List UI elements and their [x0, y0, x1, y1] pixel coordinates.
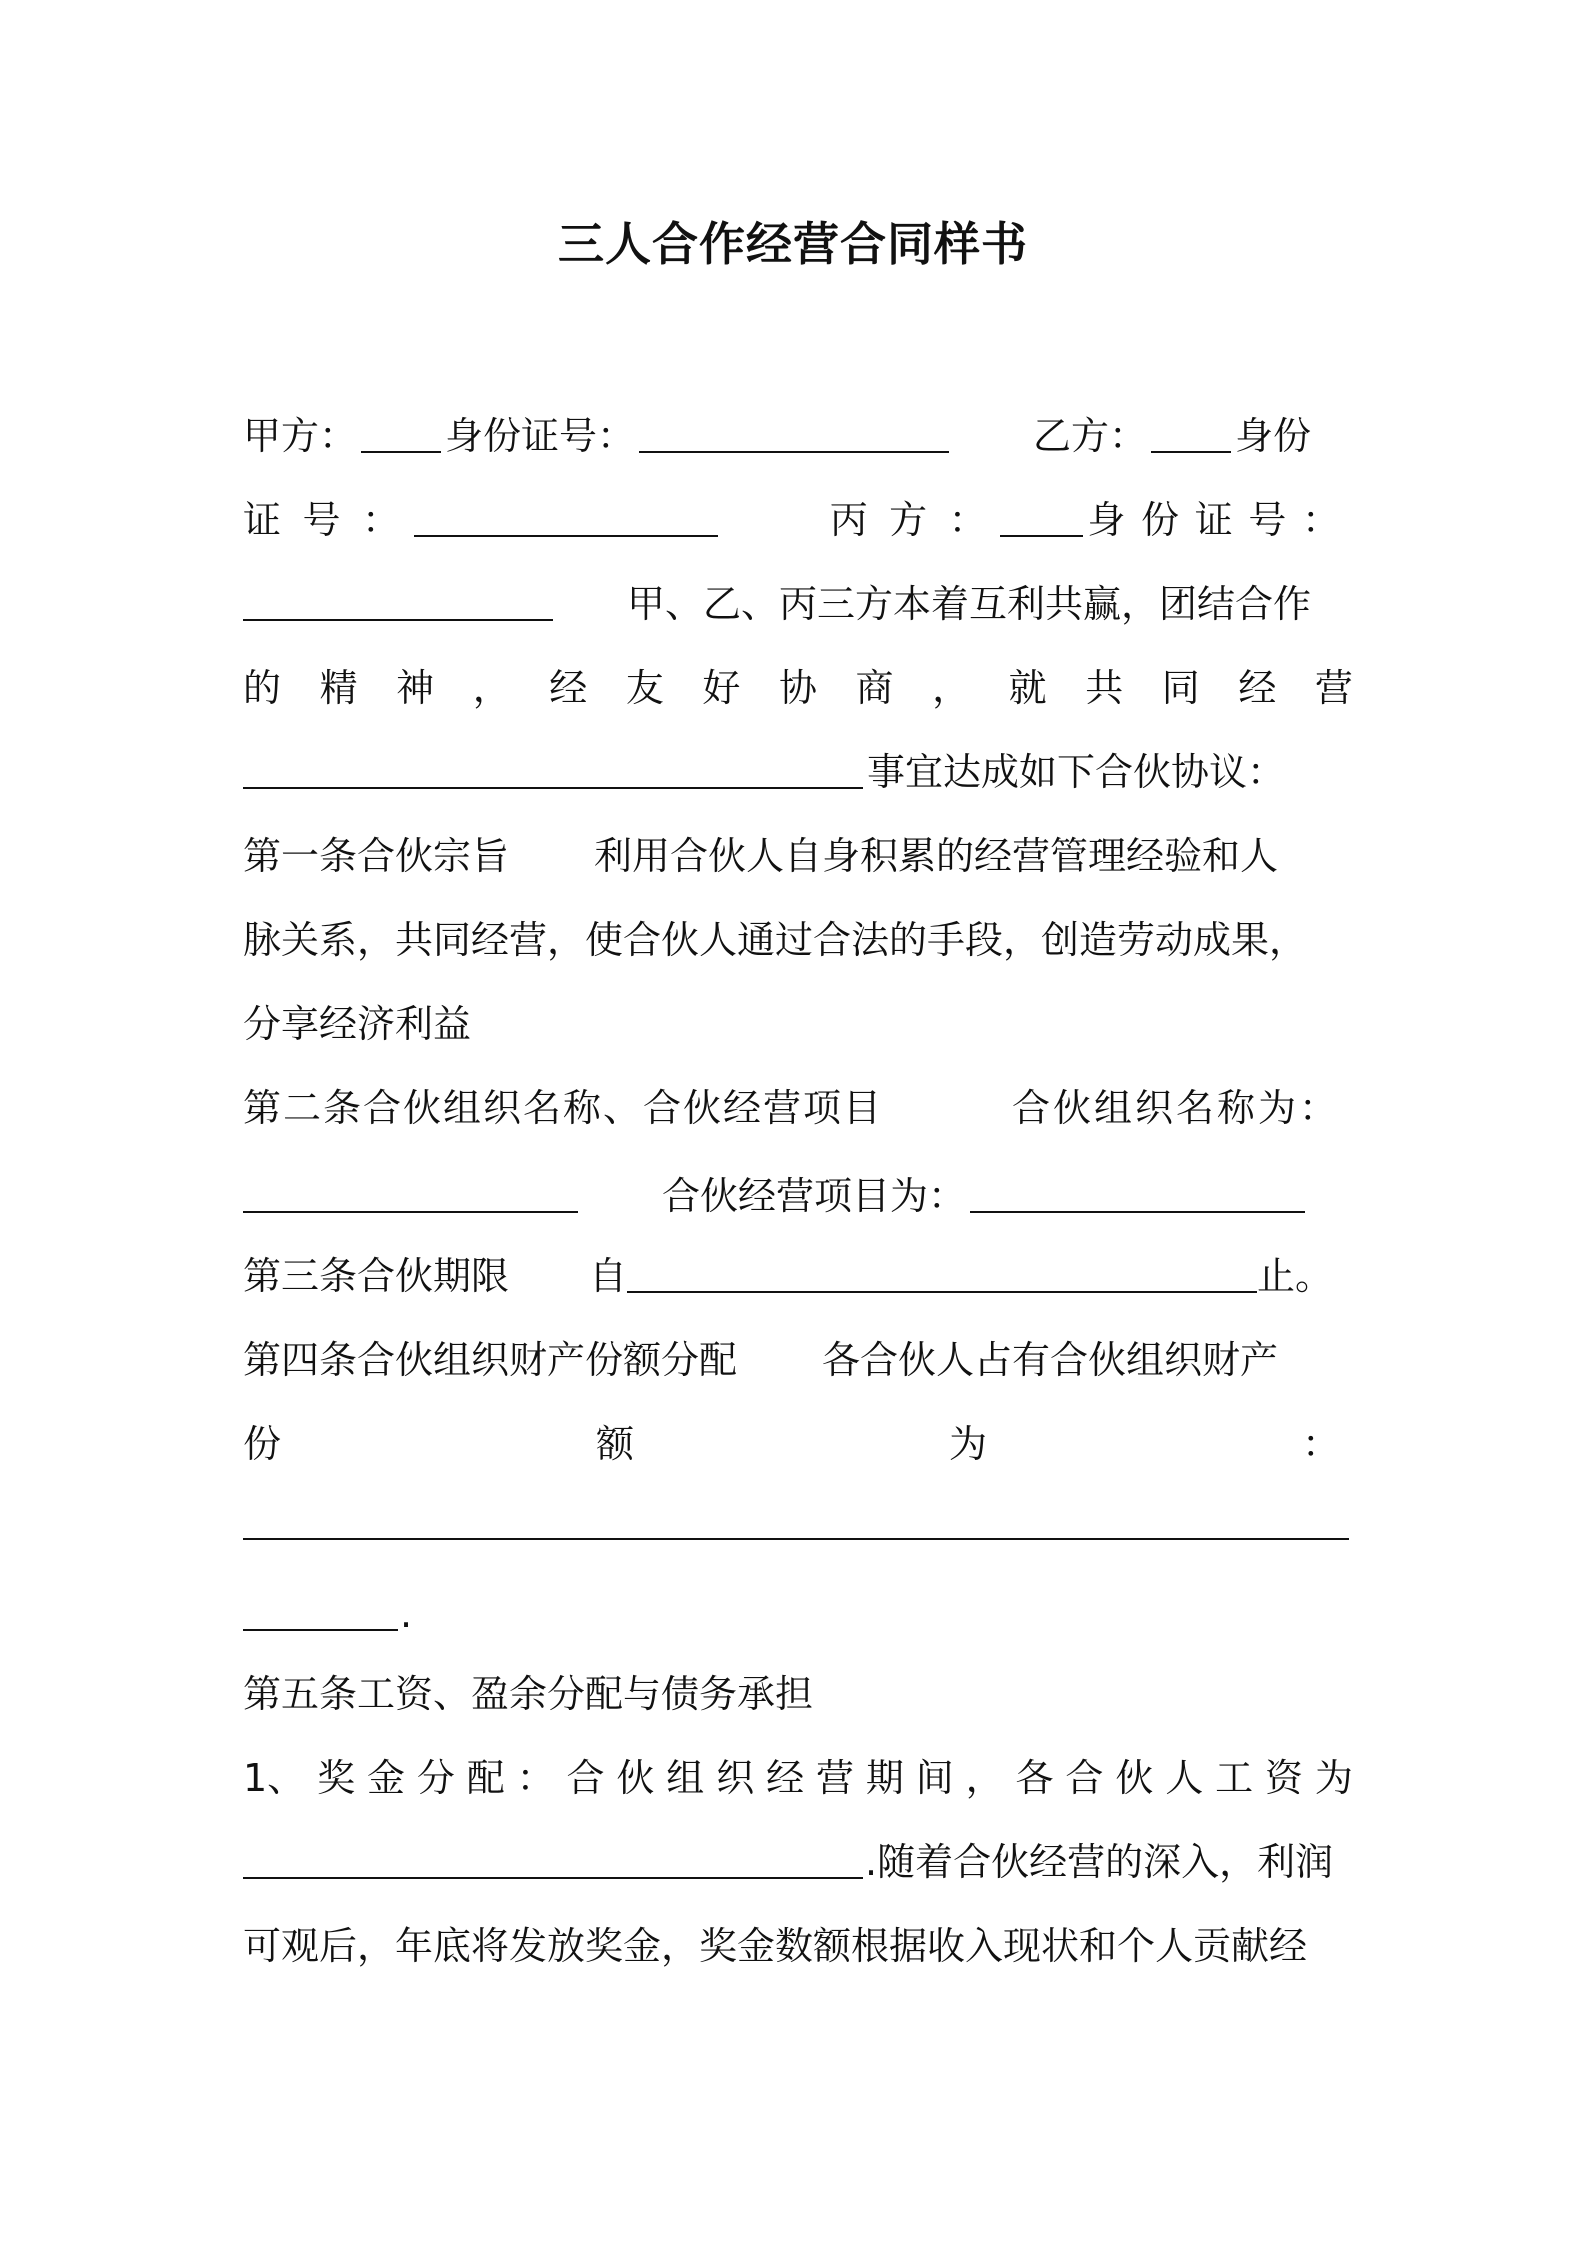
period-mark: . [400, 1592, 413, 1636]
party-a-id-blank [639, 417, 949, 453]
preamble-char: 营 [1314, 666, 1353, 710]
article-4-line-1 [243, 1330, 1353, 1390]
preamble-line-1 [243, 574, 1353, 634]
article-1-line-2 [243, 910, 1353, 970]
bonus-text-char: 组 [666, 1756, 705, 1800]
bonus-text-char: 经 [766, 1756, 805, 1800]
preamble-char: 协 [778, 666, 817, 710]
business-project-label: 合伙经营项目为： [662, 1174, 967, 1218]
preamble-char: 精 [319, 666, 358, 710]
party-a-label: 甲方： [243, 414, 358, 458]
bonus-text-char: 奖 [317, 1756, 356, 1800]
party-b-id-label-start: 身份 [1235, 414, 1312, 458]
preamble-line-2 [243, 658, 1353, 718]
share-label-char: 份 [243, 1422, 282, 1466]
article-5-line-2 [243, 1832, 1353, 1892]
article-5-line-1 [243, 1748, 1353, 1808]
article-1-text: 分享经济利益 [243, 1002, 472, 1046]
article-3-line [243, 1246, 1353, 1306]
party-c-id-char: ： [1301, 498, 1340, 542]
party-c-id-char: 身 [1087, 498, 1126, 542]
party-line-1 [243, 406, 1353, 466]
preamble-line-3 [243, 742, 1353, 802]
article-3-heading: 第三条合伙期限 [243, 1254, 510, 1298]
bonus-text-char: 各 [1015, 1756, 1054, 1800]
article-5-text: 可观后，年底将发放奖金，奖金数额根据收入现状和个人贡献经 [243, 1924, 1308, 1968]
share-label-char: ： [1301, 1422, 1340, 1466]
article-4-line-2 [243, 1414, 1340, 1474]
party-b-id-blank [414, 501, 719, 537]
party-b-name-blank [1151, 417, 1231, 453]
article-1-line-3 [243, 994, 1353, 1054]
article-1-text: 脉关系，共同经营，使合伙人通过合法的手段，创造劳动成果， [243, 918, 1308, 962]
bonus-text-char: 1、 [243, 1756, 306, 1800]
preamble-char: ， [472, 666, 511, 710]
article-2-org-name-label: 合伙组织名称为： [1011, 1086, 1340, 1130]
party-c-id-blank [243, 585, 553, 621]
article-5-heading-line [243, 1664, 1353, 1724]
party-a-id-label: 身份证号： [445, 414, 636, 458]
article-2-line-1 [243, 1078, 1340, 1138]
article-4-text: 各合伙人占有合伙组织财产 [822, 1338, 1279, 1382]
party-c-id-char: 证 [1194, 498, 1233, 542]
article-4-heading: 第四条合伙组织财产份额分配 [243, 1338, 738, 1382]
term-period-blank [627, 1257, 1257, 1293]
preamble-char: 神 [396, 666, 435, 710]
party-c-name-blank [1000, 501, 1083, 537]
document-title: 三人合作经营合同样书 [558, 217, 1028, 271]
article-4-line-4 [243, 1584, 1353, 1644]
bonus-text-char: 伙 [1115, 1756, 1154, 1800]
property-share-blank [243, 1504, 1349, 1540]
preamble-char: 经 [1238, 666, 1277, 710]
party-c-label-char: 方 [889, 498, 928, 542]
bonus-text-char: 分 [416, 1756, 455, 1800]
party-c-label-char: 丙 [829, 498, 868, 542]
article-1-heading: 第一条合伙宗旨 [243, 834, 510, 878]
bonus-text-char: 合 [1065, 1756, 1104, 1800]
bonus-text-char: 期 [865, 1756, 904, 1800]
article-4-line-3 [243, 1500, 1353, 1560]
preamble-char: 的 [243, 666, 282, 710]
property-share-blank-cont [243, 1595, 398, 1631]
bonus-text-char: 间 [915, 1756, 954, 1800]
id-label-char: 号 [302, 498, 341, 542]
bonus-text-char: ： [516, 1756, 555, 1800]
bonus-text-char: 资 [1264, 1756, 1303, 1800]
id-label-char: ： [361, 498, 400, 542]
article-5-line-3 [243, 1916, 1353, 1976]
business-project-blank [970, 1177, 1305, 1213]
article-2-line-2 [243, 1166, 1353, 1226]
org-name-blank [243, 1177, 578, 1213]
id-label-char: 证 [243, 498, 282, 542]
article-5-heading: 第五条工资、盈余分配与债务承担 [243, 1672, 814, 1716]
bonus-text-char: 织 [716, 1756, 755, 1800]
preamble-char: 友 [625, 666, 664, 710]
bonus-text-char: 金 [366, 1756, 405, 1800]
article-5-text: .随着合伙经营的深入，利润 [865, 1840, 1334, 1884]
preamble-text: 甲、乙、丙三方本着互利共赢，团结合作 [627, 582, 1312, 626]
party-a-name-blank [361, 417, 441, 453]
share-label-char: 为 [948, 1422, 987, 1466]
article-1-line-1 [243, 826, 1353, 886]
bonus-text-char: 工 [1215, 1756, 1254, 1800]
share-label-char: 额 [595, 1422, 634, 1466]
bonus-text-char: 配 [466, 1756, 505, 1800]
party-b-label: 乙方： [1033, 414, 1148, 458]
bonus-text-char: 营 [815, 1756, 854, 1800]
term-until-text: 止。 [1257, 1254, 1334, 1298]
preamble-char: 经 [549, 666, 588, 710]
article-2-heading: 第二条合伙组织名称、合伙经营项目 [243, 1086, 884, 1130]
preamble-char: 商 [855, 666, 894, 710]
bonus-text-char: ， [965, 1756, 1004, 1800]
bonus-text-char: 伙 [616, 1756, 655, 1800]
preamble-char: 就 [1008, 666, 1047, 710]
article-1-text: 利用合伙人自身积累的经营管理经验和人 [594, 834, 1279, 878]
bonus-text-char: 为 [1314, 1756, 1353, 1800]
party-c-label-char: ： [948, 498, 987, 542]
preamble-char: 共 [1085, 666, 1124, 710]
bonus-text-char: 人 [1165, 1756, 1204, 1800]
preamble-char: ， [932, 666, 971, 710]
bonus-text-char: 合 [566, 1756, 605, 1800]
preamble-char: 同 [1161, 666, 1200, 710]
party-c-id-char: 号 [1248, 498, 1287, 542]
preamble-char: 好 [702, 666, 741, 710]
party-c-id-char: 份 [1141, 498, 1180, 542]
party-line-2 [243, 490, 1340, 550]
salary-blank [243, 1843, 863, 1879]
term-from-text: 自 [589, 1254, 628, 1298]
agreement-intro-text: 事宜达成如下合伙协议： [867, 750, 1286, 794]
business-matter-blank [243, 753, 863, 789]
